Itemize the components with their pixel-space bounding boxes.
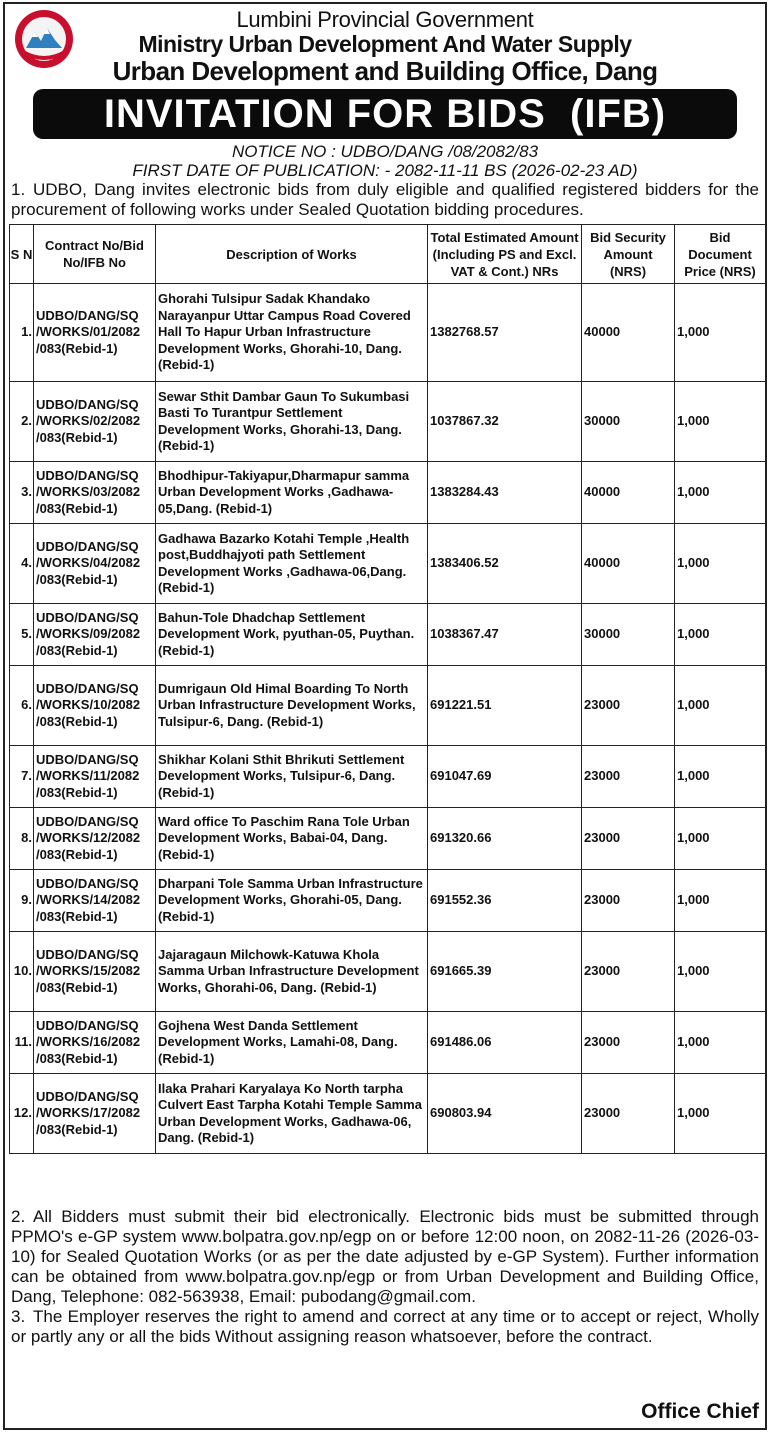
table-cell-description: Ward office To Paschim Rana Tole Urban Development Works, Babai-04, Dang. (Rebid-1) — [156, 808, 428, 870]
works-table — [9, 224, 766, 1154]
table-cell-sn: 9. — [10, 870, 34, 932]
table-cell-description: Dharpani Tole Samma Urban Infrastructure Development Works, Ghorahi-05, Dang. (Rebid-1) — [156, 870, 428, 932]
table-body — [10, 284, 766, 1154]
table-cell-security: 23000 — [582, 1074, 675, 1154]
table-cell-sn: 11. — [10, 1012, 34, 1074]
header-sn: S N — [10, 225, 34, 284]
nepal-emblem-icon — [13, 8, 75, 70]
table-cell-contract: UDBO/DANG/SQ /WORKS/02/2082 /083(Rebid-1) — [34, 382, 156, 462]
header-description: Description of Works — [156, 225, 428, 284]
table-cell-description: Bhodhipur-Takiyapur,Dharmapur samma Urban Development Works ,Gadhawa-05,Dang. (Rebid-1) — [156, 462, 428, 524]
table-cell-price: 1,000 — [675, 462, 766, 524]
header-price: Bid Document Price (NRS) — [675, 225, 766, 284]
table-cell-description: Ilaka Prahari Karyalaya Ko North tarpha Culvert East Tarpha Kotahi Temple Samma Urban Development Works, Gadhawa-06, Dang. (Rebid-1) — [156, 1074, 428, 1154]
table-cell-contract: UDBO/DANG/SQ /WORKS/09/2082 /083(Rebid-1) — [34, 604, 156, 666]
table-cell-amount: 1383406.52 — [428, 524, 582, 604]
table-row — [10, 932, 766, 1012]
ifb-notice — [3, 2, 767, 1430]
table-cell-description: Bahun-Tole Dhadchap Settlement Development Work, pyuthan-05, Puythan. (Rebid-1) — [156, 604, 428, 666]
table-cell-amount: 690803.94 — [428, 1074, 582, 1154]
table-cell-price: 1,000 — [675, 808, 766, 870]
paragraph-3-text: The Employer reserves the right to amend and correct at any time or to accept or reject, Wholly or partly any or all the bids Without assigning reason whatsoever, before the contract. — [11, 1307, 759, 1346]
table-cell-contract: UDBO/DANG/SQ /WORKS/10/2082 /083(Rebid-1) — [34, 666, 156, 746]
table-cell-contract: UDBO/DANG/SQ /WORKS/03/2082 /083(Rebid-1) — [34, 462, 156, 524]
table-cell-sn: 3. — [10, 462, 34, 524]
table-cell-amount: 691552.36 — [428, 870, 582, 932]
table-cell-security: 30000 — [582, 382, 675, 462]
table-cell-price: 1,000 — [675, 524, 766, 604]
table-header-row — [10, 225, 766, 284]
table-cell-description: Dumrigaun Old Himal Boarding To North Urban Infrastructure Development Works, Tulsipur-6, Dang. (Rebid-1) — [156, 666, 428, 746]
table-cell-contract: UDBO/DANG/SQ /WORKS/15/2082 /083(Rebid-1) — [34, 932, 156, 1012]
table-cell-amount: 691665.39 — [428, 932, 582, 1012]
table-cell-security: 23000 — [582, 932, 675, 1012]
table-cell-sn: 6. — [10, 666, 34, 746]
table-cell-price: 1,000 — [675, 284, 766, 382]
table-cell-description: Sewar Sthit Dambar Gaun To Sukumbasi Basti To Turantpur Settlement Development Works, Ghorahi-13, Dang. (Rebid-1) — [156, 382, 428, 462]
table-row — [10, 870, 766, 932]
table-cell-contract: UDBO/DANG/SQ /WORKS/01/2082 /083(Rebid-1) — [34, 284, 156, 382]
header-amount: Total Estimated Amount (Including PS and Excl. VAT & Cont.) NRs — [428, 225, 582, 284]
table-cell-sn: 12. — [10, 1074, 34, 1154]
table-row — [10, 604, 766, 666]
table-cell-amount: 1382768.57 — [428, 284, 582, 382]
table-row — [10, 1012, 766, 1074]
ifb-banner: INVITATION FOR BIDS (IFB) — [33, 89, 737, 139]
table-cell-security: 23000 — [582, 870, 675, 932]
table-cell-security: 40000 — [582, 462, 675, 524]
signature: Office Chief — [641, 1400, 759, 1423]
table-cell-amount: 691486.06 — [428, 1012, 582, 1074]
paragraph-2-number: 2. — [11, 1207, 26, 1226]
table-cell-contract: UDBO/DANG/SQ /WORKS/12/2082 /083(Rebid-1) — [34, 808, 156, 870]
table-cell-sn: 7. — [10, 746, 34, 808]
table-cell-price: 1,000 — [675, 604, 766, 666]
table-cell-price: 1,000 — [675, 1012, 766, 1074]
paragraph-2 — [5, 1207, 765, 1307]
table-cell-contract: UDBO/DANG/SQ /WORKS/11/2082 /083(Rebid-1) — [34, 746, 156, 808]
table-row — [10, 808, 766, 870]
table-cell-price: 1,000 — [675, 870, 766, 932]
table-cell-security: 30000 — [582, 604, 675, 666]
table-cell-amount: 691221.51 — [428, 666, 582, 746]
paragraph-1-number: 1. — [11, 180, 26, 200]
table-cell-description: Jajaragaun Milchowk-Katuwa Khola Samma Urban Infrastructure Development Works, Ghorahi-06, Dang. (Rebid-1) — [156, 932, 428, 1012]
table-cell-security: 23000 — [582, 808, 675, 870]
table-row — [10, 284, 766, 382]
table-cell-contract: UDBO/DANG/SQ /WORKS/14/2082 /083(Rebid-1) — [34, 870, 156, 932]
notice-number: NOTICE NO : UDBO/DANG /08/2082/83 — [231, 142, 539, 162]
table-cell-amount: 1383284.43 — [428, 462, 582, 524]
table-cell-sn: 4. — [10, 524, 34, 604]
header — [5, 8, 765, 86]
table-cell-price: 1,000 — [675, 932, 766, 1012]
footer — [5, 1207, 765, 1347]
table-cell-security: 40000 — [582, 284, 675, 382]
table-row — [10, 1074, 766, 1154]
paragraph-3-number: 3. — [11, 1307, 26, 1326]
table-cell-security: 23000 — [582, 666, 675, 746]
table-cell-description: Shikhar Kolani Sthit Bhrikuti Settlement Development Works, Tulsipur-6, Dang. (Rebid-1) — [156, 746, 428, 808]
paragraph-1-text: UDBO, Dang invites electronic bids from duly eligible and qualified registered bidders for the procurement of following works under Sealed Quotation bidding procedures. — [11, 180, 759, 220]
header-contract: Contract No/Bid No/IFB No — [34, 225, 156, 284]
table-cell-description: Ghorahi Tulsipur Sadak Khandako Narayanpur Uttar Campus Road Covered Hall To Hapur Urban Infrastructure Development Works, Ghorahi-10, Dang. (Rebid-1) — [156, 284, 428, 382]
table-cell-price: 1,000 — [675, 382, 766, 462]
table-cell-sn: 2. — [10, 382, 34, 462]
table-cell-sn: 1. — [10, 284, 34, 382]
table-cell-contract: UDBO/DANG/SQ /WORKS/16/2082 /083(Rebid-1) — [34, 1012, 156, 1074]
table-cell-description: Gadhawa Bazarko Kotahi Temple ,Health post,Buddhajyoti path Settlement Development Works ,Gadhawa-06,Dang. (Rebid-1) — [156, 524, 428, 604]
table-cell-sn: 10. — [10, 932, 34, 1012]
government-name: Lumbini Provincial Government — [236, 7, 534, 32]
table-row — [10, 666, 766, 746]
office-name: Urban Development and Building Office, Dang — [112, 56, 658, 87]
table-cell-sn: 5. — [10, 604, 34, 666]
ministry-name: Ministry Urban Development And Water Supply — [138, 31, 632, 58]
table-cell-amount: 691047.69 — [428, 746, 582, 808]
table-cell-contract: UDBO/DANG/SQ /WORKS/17/2082 /083(Rebid-1) — [34, 1074, 156, 1154]
table-cell-description: Gojhena West Danda Settlement Development Works, Lamahi-08, Dang. (Rebid-1) — [156, 1012, 428, 1074]
table-cell-contract: UDBO/DANG/SQ /WORKS/04/2082 /083(Rebid-1) — [34, 524, 156, 604]
table-cell-price: 1,000 — [675, 1074, 766, 1154]
table-row — [10, 382, 766, 462]
table-row — [10, 462, 766, 524]
table-cell-security: 23000 — [582, 1012, 675, 1074]
header-security: Bid Security Amount (NRS) — [582, 225, 675, 284]
paragraph-3 — [5, 1307, 765, 1347]
table-cell-amount: 1038367.47 — [428, 604, 582, 666]
table-cell-amount: 1037867.32 — [428, 382, 582, 462]
table-row — [10, 746, 766, 808]
table-cell-security: 40000 — [582, 524, 675, 604]
paragraph-1 — [5, 180, 765, 220]
table-cell-price: 1,000 — [675, 666, 766, 746]
publication-date: FIRST DATE OF PUBLICATION: - 2082-11-11 BS (2026-02-23 AD) — [132, 161, 638, 181]
notice-info — [5, 142, 765, 180]
table-cell-sn: 8. — [10, 808, 34, 870]
table-cell-price: 1,000 — [675, 746, 766, 808]
table-cell-amount: 691320.66 — [428, 808, 582, 870]
table-row — [10, 524, 766, 604]
paragraph-2-text: All Bidders must submit their bid electronically. Electronic bids must be submitted through PPMO's e-GP system www.bolpatra.gov.np/egp on or before 12:00 noon, on 2082-11-26 (2026-03-10) for Sealed Quotation Works (or as per the date adjusted by e-GP System). Further information can be obtained from www.bolpatra.gov.np/egp or from Urban Development and Building Office, Dang, Telephone: 082-563938, Email: pubodang@gmail.com. — [11, 1207, 759, 1306]
table-cell-security: 23000 — [582, 746, 675, 808]
